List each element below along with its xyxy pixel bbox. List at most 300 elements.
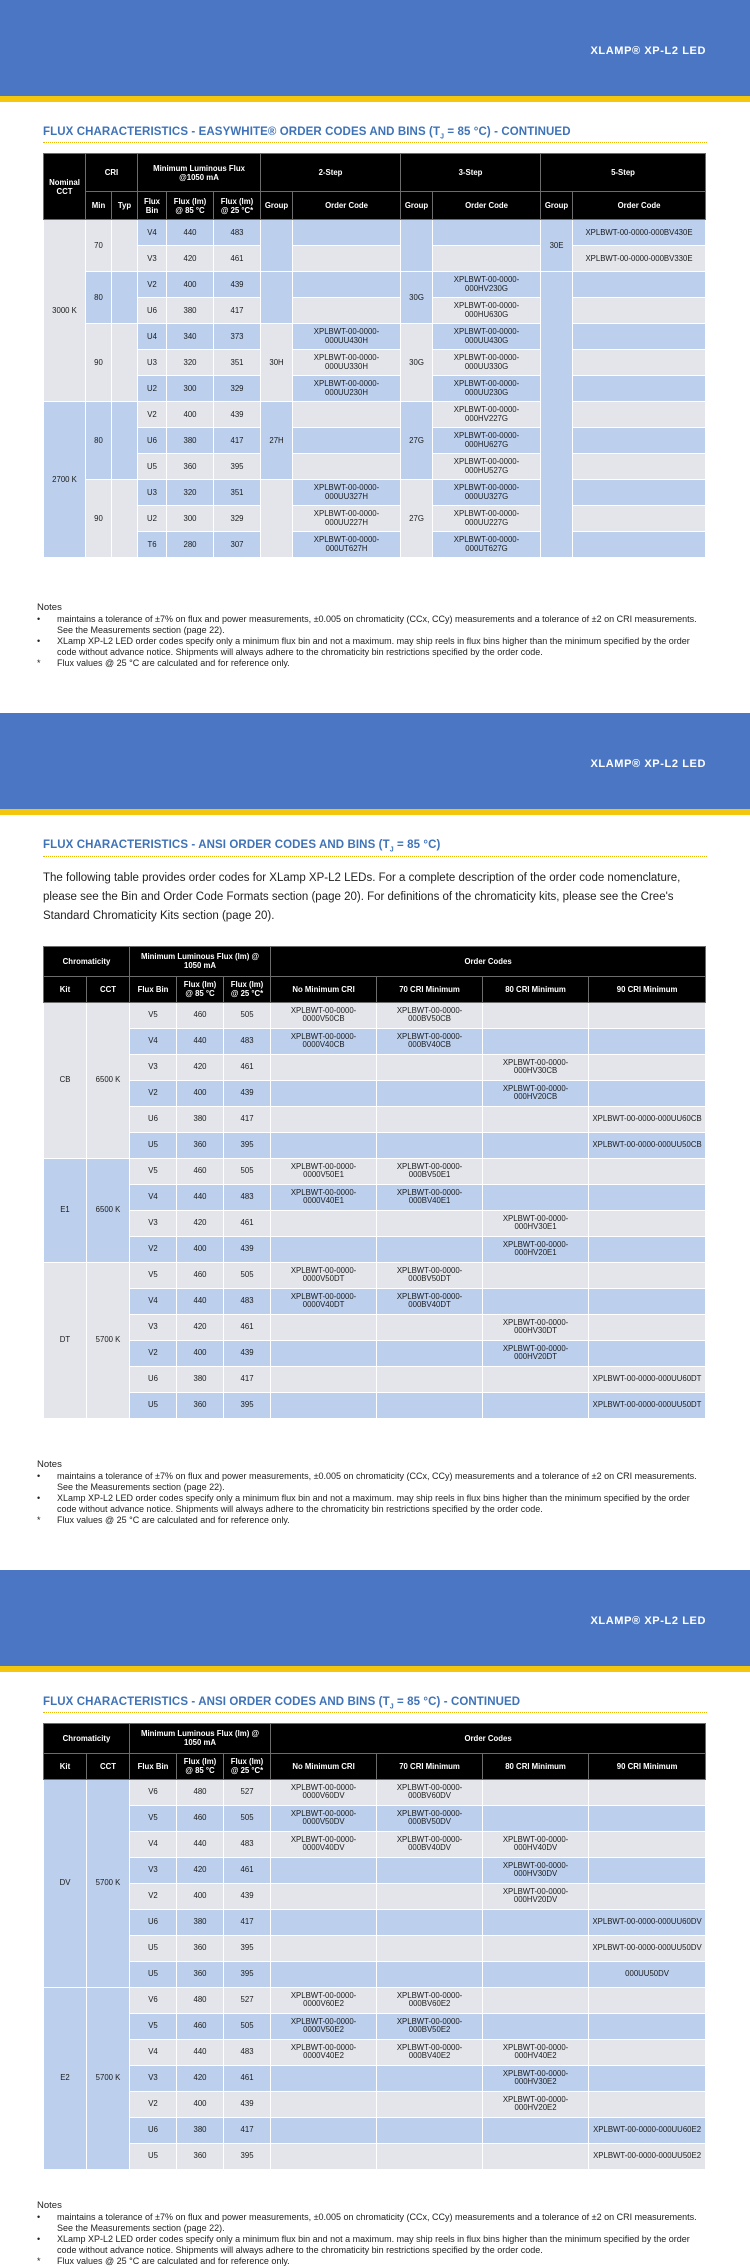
cell-order-code-80 (483, 1262, 589, 1288)
cell-flux-25: 483 (224, 2039, 271, 2065)
cell-order-code-70: XPLBWT-00-0000-000BV50CB (377, 1002, 483, 1028)
cell-order-code-70: XPLBWT-00-0000-000BV50E2 (377, 2013, 483, 2039)
cell-order-code-no-min (271, 1054, 377, 1080)
cell-order-code-no-min (271, 1314, 377, 1340)
cell-flux-bin: U5 (130, 1132, 177, 1158)
cell-order-code-90 (589, 1002, 706, 1028)
cell-group-2step (261, 272, 293, 324)
cell-order-code-80 (483, 1961, 589, 1987)
cell-flux-bin: V5 (130, 1805, 177, 1831)
cell-order-code-80 (483, 1909, 589, 1935)
cell-order-code-90 (589, 2039, 706, 2065)
cell-order-code-5step: XPLBWT-00-0000-000BV430E (573, 220, 706, 246)
cell-flux-25: 329 (214, 376, 261, 402)
table-row (44, 1340, 706, 1366)
table-row (44, 1366, 706, 1392)
cell-cri-min: 90 (86, 480, 112, 558)
cell-order-code-90 (589, 1236, 706, 1262)
cell-flux-bin: U6 (130, 1106, 177, 1132)
table-row (44, 1987, 706, 2013)
cell-flux-bin: U2 (138, 506, 167, 532)
cell-flux-bin: V2 (130, 1883, 177, 1909)
cell-order-code-90: 000UU50DV (589, 1961, 706, 1987)
cell-flux-25: 351 (214, 480, 261, 506)
cell-order-code-5step (573, 480, 706, 506)
cell-flux-bin: U5 (138, 454, 167, 480)
cell-order-code-2step (293, 298, 401, 324)
cell-order-code-no-min (271, 2091, 377, 2117)
cell-order-code-90: XPLBWT-00-0000-000UU60DV (589, 1909, 706, 1935)
cell-flux-85: 340 (167, 324, 214, 350)
cell-order-code-70: XPLBWT-00-0000-000BV60E2 (377, 1987, 483, 2013)
cell-flux-25: 439 (224, 1340, 271, 1366)
cell-flux-85: 460 (177, 1002, 224, 1028)
cell-order-code-2step (293, 246, 401, 272)
cell-order-code-80: XPLBWT-00-0000-000HV20CB (483, 1080, 589, 1106)
cell-order-code-90 (589, 1288, 706, 1314)
cell-order-code-5step (573, 506, 706, 532)
cell-order-code-80: XPLBWT-00-0000-000HV30DT (483, 1314, 589, 1340)
cell-order-code-70 (377, 2143, 483, 2169)
banner-stripe (0, 1666, 750, 1672)
cell-flux-85: 440 (177, 1184, 224, 1210)
cell-flux-85: 280 (167, 532, 214, 558)
notes-title: Notes (37, 1458, 62, 1470)
table-row (44, 1779, 706, 1805)
table-row (44, 402, 706, 428)
cell-order-code-5step (573, 350, 706, 376)
cell-flux-25: 395 (224, 1132, 271, 1158)
cell-flux-25: 461 (224, 1210, 271, 1236)
col-cri-typ: Typ (112, 192, 138, 220)
cell-kit: E2 (44, 1987, 87, 2169)
col-order-code: Order Code (573, 192, 706, 220)
cell-flux-bin: V3 (130, 1054, 177, 1080)
col-chromaticity: Chromaticity (44, 1723, 130, 1753)
cell-order-code-80 (483, 2143, 589, 2169)
cell-flux-85: 420 (167, 246, 214, 272)
cell-order-code-90 (589, 1883, 706, 1909)
cell-flux-bin: U5 (130, 2143, 177, 2169)
cell-order-code-3step (433, 220, 541, 246)
cell-order-code-no-min (271, 1909, 377, 1935)
cell-order-code-no-min (271, 2117, 377, 2143)
note-item: • maintains a tolerance of ±7% on flux and power measurements, ±0.005 on chromaticity (CCx, CCy) measurements and a tolerance of ±2 on CRI measurements. See the Measurements section (page 22). (37, 614, 697, 636)
table-row (44, 1028, 706, 1054)
cell-order-code-5step (573, 324, 706, 350)
cell-order-code-80 (483, 1184, 589, 1210)
title-rule (43, 1712, 707, 1713)
cell-order-code-2step (293, 428, 401, 454)
cell-order-code-no-min: XPLBWT-00-0000-0000V50CB (271, 1002, 377, 1028)
table-row (44, 1262, 706, 1288)
col-80-cri: 80 CRI Minimum (483, 976, 589, 1002)
cell-order-code-80: XPLBWT-00-0000-000HV20E2 (483, 2091, 589, 2117)
cell-order-code-3step: XPLBWT-00-0000-000UT627G (433, 532, 541, 558)
col-min-flux: Minimum Luminous Flux (lm) @ 1050 mA (130, 1723, 271, 1753)
cell-order-code-70 (377, 1314, 483, 1340)
table-row (44, 480, 706, 506)
col-cri-min: Min (86, 192, 112, 220)
cell-flux-25: 483 (224, 1288, 271, 1314)
cell-order-code-70: XPLBWT-00-0000-000BV40E2 (377, 2039, 483, 2065)
cell-order-code-70 (377, 1132, 483, 1158)
cell-order-code-70 (377, 1080, 483, 1106)
col-cct: CCT (87, 1753, 130, 1779)
cell-order-code-no-min (271, 1210, 377, 1236)
cell-flux-bin: U5 (130, 1392, 177, 1418)
cell-order-code-no-min: XPLBWT-00-0000-0000V40DT (271, 1288, 377, 1314)
cell-order-code-no-min (271, 1106, 377, 1132)
cell-order-code-2step: XPLBWT-00-0000-000UU227H (293, 506, 401, 532)
cell-flux-bin: V3 (130, 1210, 177, 1236)
cell-order-code-no-min: XPLBWT-00-0000-0000V40DV (271, 1831, 377, 1857)
table-row (44, 1132, 706, 1158)
cell-order-code-70: XPLBWT-00-0000-000BV40E1 (377, 1184, 483, 1210)
cell-flux-25: 307 (214, 532, 261, 558)
cell-cri-min: 80 (86, 272, 112, 324)
note-item: • XLamp XP-L2 LED order codes specify only a minimum flux bin and not a maximum. may ship reels in flux bins higher than the minimum specified by the order code without advance notice. Shipments will always adhere to the chromaticity bin restrictions specified by the order code. (37, 636, 690, 658)
col-no-min-cri: No Minimum CRI (271, 1753, 377, 1779)
cell-flux-25: 417 (224, 1909, 271, 1935)
cell-flux-bin: U5 (130, 1935, 177, 1961)
col-flux-25: Flux (lm) @ 25 °C* (224, 1753, 271, 1779)
cell-flux-bin: V5 (130, 1262, 177, 1288)
col-70-cri: 70 CRI Minimum (377, 1753, 483, 1779)
cell-order-code-90 (589, 2065, 706, 2091)
table-row (44, 1857, 706, 1883)
cell-order-code-no-min: XPLBWT-00-0000-0000V60E2 (271, 1987, 377, 2013)
cell-cct: 5700 K (87, 1262, 130, 1418)
cell-flux-25: 461 (224, 2065, 271, 2091)
cell-flux-25: 439 (214, 272, 261, 298)
cell-order-code-80 (483, 2013, 589, 2039)
notes-title: Notes (37, 602, 62, 614)
cell-flux-25: 351 (214, 350, 261, 376)
cell-flux-25: 395 (224, 2143, 271, 2169)
table-row (44, 376, 706, 402)
cell-cri-typ (112, 402, 138, 480)
note-item: • maintains a tolerance of ±7% on flux and power measurements, ±0.005 on chromaticity (CCx, CCy) measurements and a tolerance of ±2 on CRI measurements. See the Measurements section (page 22). (37, 1470, 697, 1492)
cell-flux-85: 380 (177, 2117, 224, 2143)
cell-flux-bin: V3 (130, 1314, 177, 1340)
cell-order-code-3step: XPLBWT-00-0000-000HU630G (433, 298, 541, 324)
col-80-cri: 80 CRI Minimum (483, 1753, 589, 1779)
cell-order-code-3step: XPLBWT-00-0000-000UU227G (433, 506, 541, 532)
cell-flux-25: 417 (224, 1366, 271, 1392)
note-item: • maintains a tolerance of ±7% on flux and power measurements, ±0.005 on chromaticity (CCx, CCy) measurements and a tolerance of ±2 on CRI measurements. See the Measurements section (page 22). (37, 2211, 697, 2233)
cell-flux-85: 460 (177, 2013, 224, 2039)
table-row (44, 428, 706, 454)
cell-order-code-70 (377, 1935, 483, 1961)
cell-flux-bin: V2 (130, 1236, 177, 1262)
table-row (44, 2039, 706, 2065)
cell-flux-85: 400 (177, 1080, 224, 1106)
cell-cri-min: 80 (86, 402, 112, 480)
cell-order-code-5step (573, 402, 706, 428)
cell-order-code-90 (589, 1340, 706, 1366)
cell-flux-85: 440 (177, 2039, 224, 2065)
col-cri: CRI (86, 154, 138, 192)
cell-kit: DV (44, 1779, 87, 1987)
cell-order-code-2step (293, 454, 401, 480)
cell-flux-85: 400 (167, 272, 214, 298)
col-three-step: 3-Step (401, 154, 541, 192)
brand-label: XLAMP® XP-L2 LED (590, 1614, 706, 1627)
title-rule (43, 856, 707, 857)
cell-flux-bin: V3 (130, 1857, 177, 1883)
table-row (44, 350, 706, 376)
cell-flux-25: 461 (224, 1054, 271, 1080)
cell-flux-bin: V3 (138, 246, 167, 272)
table-row (44, 1805, 706, 1831)
cell-order-code-3step: XPLBWT-00-0000-000UU327G (433, 480, 541, 506)
cell-flux-bin: V2 (138, 272, 167, 298)
table-row (44, 1080, 706, 1106)
intro-paragraph: The following table provides order codes for XLamp XP-L2 LEDs. For a complete description of the order code nomenclature, please see the Bin and Order Code Formats section (page 20). For definitions of the chromaticity kits, please see the Cree's Standard Chromaticity Kits section (page 20). (43, 871, 681, 922)
cell-flux-25: 483 (224, 1184, 271, 1210)
cell-flux-bin: U6 (130, 1366, 177, 1392)
cell-order-code-no-min (271, 1340, 377, 1366)
cell-flux-bin: V2 (130, 2091, 177, 2117)
table-row (44, 1831, 706, 1857)
cell-flux-85: 360 (177, 1392, 224, 1418)
cell-flux-bin: V4 (130, 1288, 177, 1314)
cell-kit: DT (44, 1262, 87, 1418)
section-title: FLUX CHARACTERISTICS - ANSI ORDER CODES AND BINS ($T_J = 85$ °C) (43, 839, 441, 854)
cell-flux-bin: U3 (138, 350, 167, 376)
banner-stripe (0, 96, 750, 102)
brand-label: XLAMP® XP-L2 LED (590, 45, 706, 57)
cell-flux-bin: V6 (130, 1987, 177, 2013)
cell-group-3step: 30G (401, 324, 433, 402)
col-min-flux: Minimum Luminous Flux (lm) @ 1050 mA (130, 946, 271, 976)
cell-flux-bin: V6 (130, 1779, 177, 1805)
cell-order-code-no-min (271, 1080, 377, 1106)
cell-flux-85: 400 (177, 1340, 224, 1366)
cell-flux-bin: V4 (130, 1831, 177, 1857)
cell-group-3step: 27G (401, 402, 433, 480)
ansi-flux-table-continued (43, 1723, 706, 2170)
cell-flux-bin: U6 (138, 428, 167, 454)
ansi-flux-table (43, 946, 706, 1419)
col-chromaticity: Chromaticity (44, 946, 130, 976)
cell-order-code-70 (377, 1340, 483, 1366)
table-row (44, 1288, 706, 1314)
cell-cri-min: 90 (86, 324, 112, 402)
cell-order-code-70 (377, 1883, 483, 1909)
cell-order-code-90 (589, 1779, 706, 1805)
col-flux-bin: Flux Bin (130, 1753, 177, 1779)
table-row (44, 1314, 706, 1340)
cell-order-code-no-min (271, 1392, 377, 1418)
table-row (44, 2065, 706, 2091)
table-row (44, 246, 706, 272)
cell-order-code-70 (377, 1909, 483, 1935)
col-no-min-cri: No Minimum CRI (271, 976, 377, 1002)
col-order-code: Order Code (433, 192, 541, 220)
table-row (44, 324, 706, 350)
cell-order-code-5step (573, 428, 706, 454)
col-flux-85: Flux (lm) @ 85 °C (177, 1753, 224, 1779)
cell-flux-25: 417 (224, 2117, 271, 2143)
cell-order-code-3step: XPLBWT-00-0000-000HV230G (433, 272, 541, 298)
cell-flux-25: 505 (224, 1805, 271, 1831)
cell-order-code-80 (483, 1106, 589, 1132)
cell-order-code-90 (589, 1857, 706, 1883)
cell-order-code-70 (377, 2117, 483, 2143)
table-row (44, 532, 706, 558)
easywhite-flux-table (43, 153, 706, 558)
note-item: • XLamp XP-L2 LED order codes specify only a minimum flux bin and not a maximum. may ship reels in flux bins higher than the minimum specified by the order code without advance notice. Shipments will always adhere to the chromaticity bin restrictions specified by the order code. (37, 1492, 690, 1514)
cell-order-code-no-min (271, 1857, 377, 1883)
cell-order-code-2step: XPLBWT-00-0000-000UU230H (293, 376, 401, 402)
cell-order-code-no-min (271, 1132, 377, 1158)
cell-flux-85: 420 (177, 1210, 224, 1236)
cell-flux-25: 505 (224, 1002, 271, 1028)
cell-order-code-no-min: XPLBWT-00-0000-0000V50E2 (271, 2013, 377, 2039)
cell-flux-25: 417 (214, 428, 261, 454)
cell-flux-bin: V3 (130, 2065, 177, 2091)
cell-cri-typ (112, 272, 138, 324)
cell-order-code-80: XPLBWT-00-0000-000HV40DV (483, 1831, 589, 1857)
cell-cri-min: 70 (86, 220, 112, 272)
cell-cct: 6500 K (87, 1002, 130, 1158)
cell-flux-85: 360 (177, 2143, 224, 2169)
cell-flux-bin: V2 (130, 1080, 177, 1106)
cell-order-code-70 (377, 1106, 483, 1132)
col-min-flux: Minimum Luminous Flux @1050 mA (138, 154, 261, 192)
cell-flux-85: 300 (167, 506, 214, 532)
cell-flux-bin: V5 (130, 2013, 177, 2039)
table-row (44, 2091, 706, 2117)
col-group: Group (541, 192, 573, 220)
cell-group-3step (401, 220, 433, 272)
cell-order-code-80 (483, 1779, 589, 1805)
note-item: * Flux values @ 25 °C are calculated and for reference only. (37, 658, 290, 669)
cell-order-code-no-min (271, 2143, 377, 2169)
cell-flux-85: 400 (167, 402, 214, 428)
cell-order-code-3step (433, 246, 541, 272)
cell-group-2step: 30H (261, 324, 293, 402)
cell-order-code-70 (377, 2065, 483, 2091)
cell-flux-85: 440 (167, 220, 214, 246)
cell-flux-25: 395 (214, 454, 261, 480)
cell-order-code-no-min: XPLBWT-00-0000-0000V40E2 (271, 2039, 377, 2065)
cell-order-code-80 (483, 1805, 589, 1831)
banner-stripe (0, 809, 750, 815)
cell-order-code-90: XPLBWT-00-0000-000UU60E2 (589, 2117, 706, 2143)
cell-flux-85: 360 (177, 1961, 224, 1987)
table-row (44, 220, 706, 246)
cell-order-code-80 (483, 2117, 589, 2143)
cell-group-3step: 30G (401, 272, 433, 324)
cell-flux-85: 480 (177, 1779, 224, 1805)
cell-flux-85: 380 (167, 298, 214, 324)
cell-order-code-90: XPLBWT-00-0000-000UU60DT (589, 1366, 706, 1392)
cell-flux-bin: V5 (130, 1158, 177, 1184)
cell-flux-25: 439 (224, 1236, 271, 1262)
cell-order-code-70 (377, 1054, 483, 1080)
section-title: FLUX CHARACTERISTICS - ANSI ORDER CODES AND BINS ($T_J = 85$ °C) - CONTINUED (43, 1695, 521, 1710)
cell-order-code-no-min: XPLBWT-00-0000-0000V50DV (271, 1805, 377, 1831)
cell-order-code-80 (483, 1392, 589, 1418)
notes-block (37, 1459, 706, 1526)
cell-order-code-90 (589, 1262, 706, 1288)
cell-flux-25: 483 (224, 1831, 271, 1857)
cell-cct: 5700 K (87, 1779, 130, 1987)
cell-flux-85: 300 (167, 376, 214, 402)
note-item: * Flux values @ 25 °C are calculated and for reference only. (37, 2255, 290, 2266)
cell-flux-25: 527 (224, 1987, 271, 2013)
table-row (44, 506, 706, 532)
cell-flux-85: 360 (177, 1935, 224, 1961)
table-row (44, 1158, 706, 1184)
cell-group-5step (541, 272, 573, 558)
col-kit: Kit (44, 1753, 87, 1779)
table-row (44, 1909, 706, 1935)
table-row (44, 1106, 706, 1132)
notes-title: Notes (37, 2199, 62, 2211)
cell-flux-bin: V4 (138, 220, 167, 246)
cell-order-code-80: XPLBWT-00-0000-000HV30E1 (483, 1210, 589, 1236)
cell-order-code-3step: XPLBWT-00-0000-000UU430G (433, 324, 541, 350)
cell-order-code-70: XPLBWT-00-0000-000BV60DV (377, 1779, 483, 1805)
col-kit: Kit (44, 976, 87, 1002)
notes-block (37, 602, 706, 669)
col-group: Group (261, 192, 293, 220)
cell-order-code-2step (293, 272, 401, 298)
table-row (44, 1236, 706, 1262)
cell-order-code-70 (377, 1857, 483, 1883)
cell-flux-25: 439 (224, 1080, 271, 1106)
cell-flux-85: 400 (177, 1883, 224, 1909)
cell-order-code-5step (573, 376, 706, 402)
cell-kit: CB (44, 1002, 87, 1158)
cell-order-code-90 (589, 1080, 706, 1106)
cell-order-code-90 (589, 1314, 706, 1340)
cell-flux-85: 320 (167, 480, 214, 506)
cell-cct: 5700 K (87, 1987, 130, 2169)
table-row (44, 1002, 706, 1028)
col-flux-25: Flux (lm) @ 25 °C* (214, 192, 261, 220)
cell-order-code-90 (589, 2013, 706, 2039)
cell-flux-85: 360 (167, 454, 214, 480)
cell-order-code-70: XPLBWT-00-0000-000BV40CB (377, 1028, 483, 1054)
cell-flux-85: 420 (177, 1314, 224, 1340)
cell-order-code-5step (573, 298, 706, 324)
col-flux-85: Flux (lm) @ 85 °C (167, 192, 214, 220)
cell-order-code-2step: XPLBWT-00-0000-000UU327H (293, 480, 401, 506)
cell-order-code-90 (589, 1987, 706, 2013)
header-banner (0, 0, 750, 96)
cell-order-code-70: XPLBWT-00-0000-000BV40DT (377, 1288, 483, 1314)
cell-flux-25: 417 (214, 298, 261, 324)
section-title: FLUX CHARACTERISTICS - EASYWHITE® ORDER CODES AND BINS ($T_J = 85$ °C) - CONTINUED (43, 126, 571, 141)
cell-order-code-no-min (271, 1935, 377, 1961)
cell-flux-bin: U6 (138, 298, 167, 324)
table-row (44, 1210, 706, 1236)
col-group: Group (401, 192, 433, 220)
table-row (44, 454, 706, 480)
cell-flux-25: 395 (224, 1392, 271, 1418)
cell-order-code-2step: XPLBWT-00-0000-000UU430H (293, 324, 401, 350)
col-flux-bin: Flux Bin (130, 976, 177, 1002)
cell-flux-25: 483 (214, 220, 261, 246)
cell-flux-85: 480 (177, 1987, 224, 2013)
note-item: • XLamp XP-L2 LED order codes specify only a minimum flux bin and not a maximum. may ship reels in flux bins higher than the minimum specified by the order code without advance notice. Shipments will always adhere to the chromaticity bin restrictions specified by the order code. (37, 2233, 690, 2255)
cell-flux-25: 505 (224, 1158, 271, 1184)
